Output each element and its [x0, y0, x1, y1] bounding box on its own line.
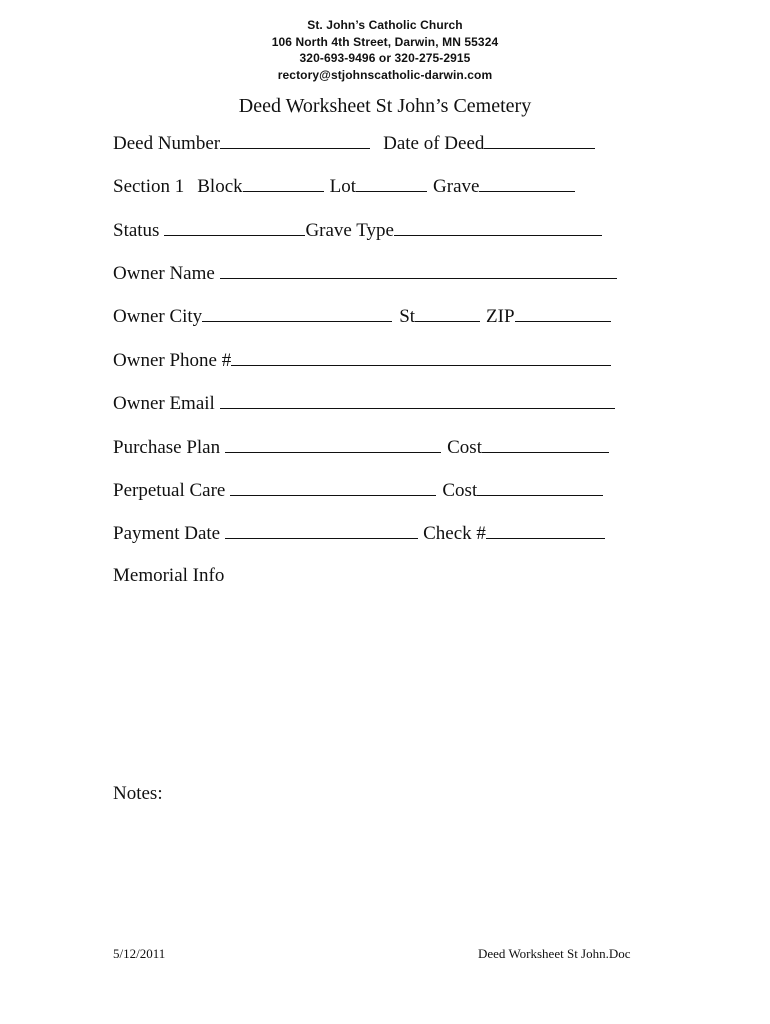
church-phone: 320-693-9496 or 320-275-2915: [299, 51, 471, 65]
grave-label: Grave: [433, 176, 480, 197]
row-plot: [113, 173, 575, 199]
church-email: rectory@stjohnscatholic-darwin.com: [277, 67, 493, 82]
row-owner-address: [113, 303, 611, 329]
lot-field[interactable]: [356, 173, 427, 192]
purchase-plan-field[interactable]: [225, 434, 441, 453]
owner-email-label: Owner Email: [113, 393, 215, 414]
footer-filename: Deed Worksheet St John.Doc: [478, 946, 631, 961]
row-perpetual-care: [113, 477, 603, 503]
row-deed: [113, 130, 595, 156]
footer-date: 5/12/2011: [113, 946, 166, 961]
block-label: Block: [197, 176, 243, 197]
perpetual-care-field[interactable]: [230, 477, 436, 496]
church-name: St. John’s Catholic Church: [307, 18, 463, 32]
row-memorial-info: [113, 564, 224, 588]
deed-number-field[interactable]: [220, 130, 370, 149]
payment-date-label: Payment Date: [113, 523, 221, 544]
row-purchase-plan: [113, 434, 609, 460]
status-label: Status: [113, 220, 160, 241]
owner-email-field[interactable]: [220, 390, 615, 409]
row-payment: [113, 520, 605, 546]
owner-name-label: Owner Name: [113, 263, 215, 284]
grave-type-field[interactable]: [394, 217, 602, 236]
letterhead: [0, 17, 770, 83]
row-owner-phone: [113, 347, 611, 373]
lot-label: Lot: [329, 176, 357, 197]
block-field[interactable]: [243, 173, 324, 192]
purchase-plan-label: Purchase Plan: [113, 437, 221, 458]
st-label: St: [399, 306, 416, 327]
church-address: 106 North 4th Street, Darwin, MN 55324: [271, 34, 499, 49]
notes-label: Notes:: [113, 783, 163, 804]
deed-number-label: Deed Number: [113, 133, 221, 154]
status-field[interactable]: [164, 217, 305, 236]
owner-city-label: Owner City: [113, 306, 203, 327]
owner-phone-label: Owner Phone #: [113, 350, 232, 371]
zip-label: ZIP: [486, 306, 515, 327]
memorial-info-label: Memorial Info: [113, 565, 225, 586]
st-field[interactable]: [415, 303, 480, 322]
owner-phone-field[interactable]: [231, 347, 611, 366]
grave-field[interactable]: [479, 173, 575, 192]
perpetual-cost-field[interactable]: [477, 477, 603, 496]
purchase-cost-field[interactable]: [482, 434, 609, 453]
date-of-deed-label: Date of Deed: [383, 133, 485, 154]
grave-type-label: Grave Type: [305, 220, 394, 241]
row-owner-name: [113, 260, 617, 286]
check-field[interactable]: [486, 520, 605, 539]
row-owner-email: [113, 390, 615, 416]
payment-date-field[interactable]: [225, 520, 418, 539]
zip-field[interactable]: [515, 303, 611, 322]
owner-city-field[interactable]: [202, 303, 392, 322]
section-label: Section 1: [113, 176, 185, 197]
purchase-cost-label: Cost: [447, 437, 482, 458]
date-of-deed-field[interactable]: [484, 130, 595, 149]
row-notes: [113, 782, 163, 806]
row-status: [113, 217, 602, 243]
perpetual-care-label: Perpetual Care: [113, 480, 226, 501]
owner-name-field[interactable]: [220, 260, 617, 279]
document-title: Deed Worksheet St John’s Cemetery: [238, 95, 532, 117]
check-label: Check #: [423, 523, 486, 544]
perpetual-cost-label: Cost: [442, 480, 478, 501]
